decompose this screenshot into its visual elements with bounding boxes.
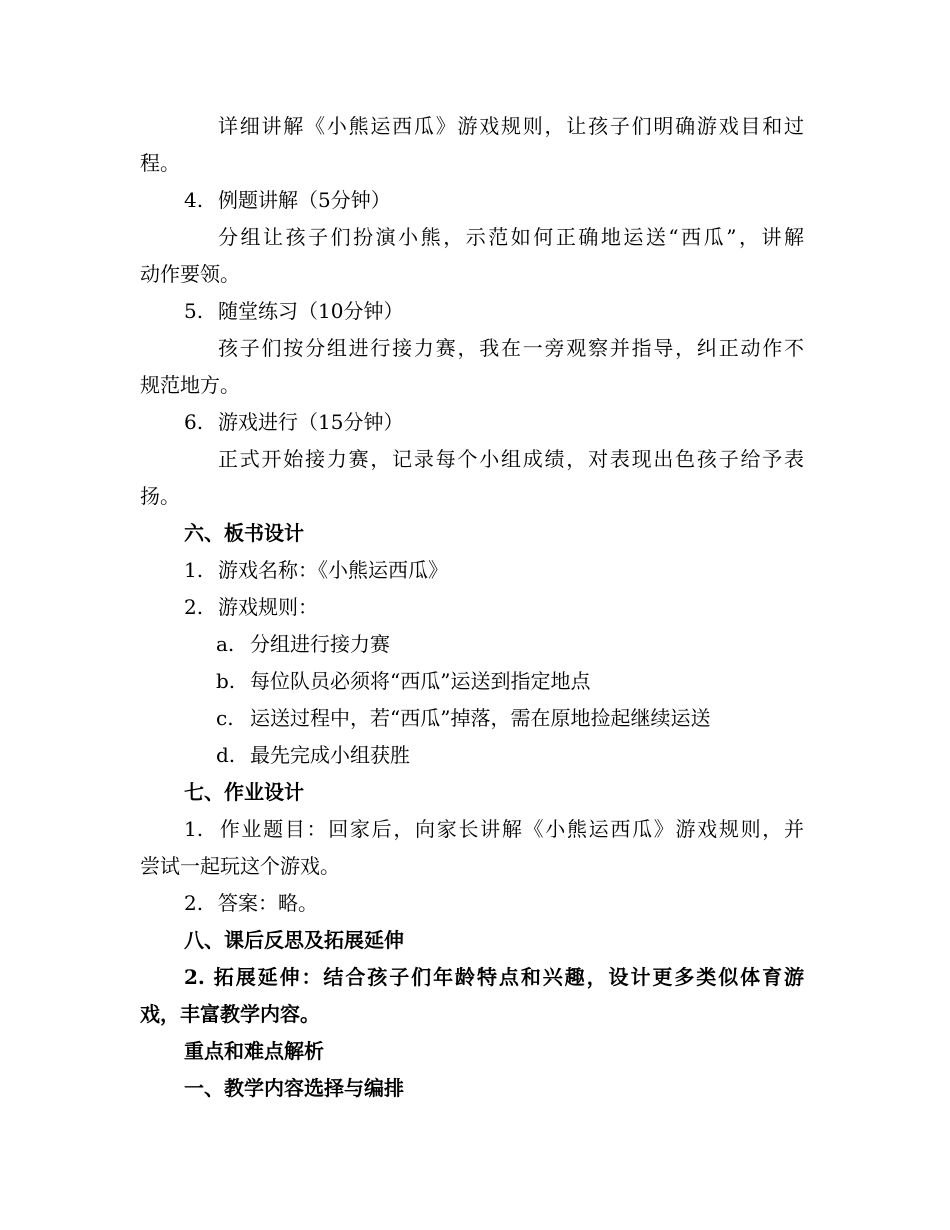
step-number: 6. (184, 410, 204, 434)
rule-item-d (140, 737, 804, 774)
item-number: 1. (184, 558, 204, 582)
homework-item-2 (140, 885, 804, 922)
section-heading-8: 八、课后反思及拓展延伸 (184, 928, 404, 952)
rule-letter: c. (216, 706, 234, 730)
paragraph-line: 分组让孩子们扮演小熊，示范如何正确地运送“西瓜”，讲解 (218, 225, 804, 249)
rule-text: 分组进行接力赛 (250, 632, 390, 656)
rule-letter: a. (216, 632, 235, 656)
paragraph-line: 孩子们按分组进行接力赛，我在一旁观察并指导，纠正动作不 (218, 336, 804, 360)
rule-text: 运送过程中，若“西瓜”掉落，需在原地捡起继续运送 (250, 706, 711, 730)
paragraph-line: 尝试一起玩这个游戏。 (140, 854, 340, 878)
rule-item-c (140, 700, 804, 737)
step-item-5 (140, 293, 804, 330)
rule-text: 每位队员必须将“西瓜”运送到指定地点 (250, 669, 591, 693)
rule-text: 最先完成小组获胜 (250, 743, 410, 767)
step-item-4 (140, 182, 804, 219)
board-item-1 (140, 552, 804, 589)
item-text: 答案：略。 (218, 891, 318, 915)
item-number: 2. (184, 891, 204, 915)
paragraph-line: 规范地方。 (140, 373, 240, 397)
extension-line: 2. 拓展延伸：结合孩子们年龄特点和兴趣，设计更多类似体育游 (184, 965, 804, 989)
homework-item-1 (140, 811, 804, 848)
step-text: 游戏进行（15分钟） (218, 410, 404, 434)
section-heading-6: 六、板书设计 (184, 521, 304, 545)
key-points-heading: 重点和难点解析 (184, 1039, 324, 1063)
item-number: 2. (184, 595, 204, 619)
item-text: 作业题目：回家后，向家长讲解《小熊运西瓜》游戏规则，并 (218, 817, 804, 841)
step-text: 例题讲解（5分钟） (218, 188, 391, 212)
section-heading-7: 七、作业设计 (184, 780, 304, 804)
board-item-2 (140, 589, 804, 626)
rule-letter: b. (216, 669, 236, 693)
step-number: 5. (184, 299, 204, 323)
document-page (140, 108, 804, 1107)
rule-letter: d. (216, 743, 236, 767)
paragraph-line: 正式开始接力赛，记录每个小组成绩，对表现出色孩子给予表 (218, 447, 804, 471)
item-text: 游戏名称：《小熊运西瓜》 (218, 558, 448, 582)
step-item-6 (140, 404, 804, 441)
paragraph-line: 扬。 (140, 484, 180, 508)
section-heading-1: 一、教学内容选择与编排 (184, 1076, 404, 1100)
paragraph-line: 动作要领。 (140, 262, 240, 286)
step-text: 随堂练习（10分钟） (218, 299, 404, 323)
item-number: 1. (184, 817, 204, 841)
paragraph-line: 程。 (140, 151, 180, 175)
extension-line: 戏，丰富教学内容。 (140, 1002, 320, 1026)
paragraph-line: 详细讲解《小熊运西瓜》游戏规则，让孩子们明确游戏目和过 (218, 114, 804, 138)
step-number: 4. (184, 188, 204, 212)
item-text: 游戏规则： (218, 595, 318, 619)
rule-item-a (140, 626, 804, 663)
rule-item-b (140, 663, 804, 700)
